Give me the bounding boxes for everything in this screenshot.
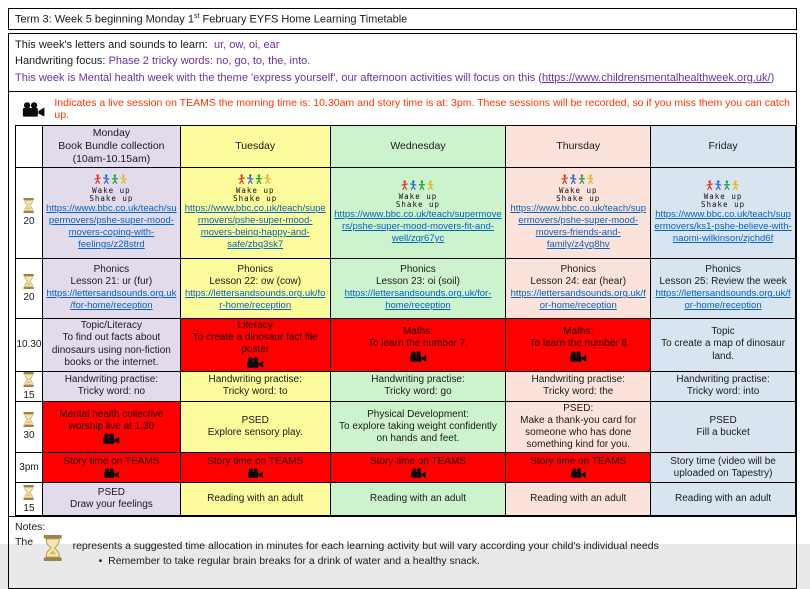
phonics-link-wednesday[interactable]: https://lettersandsounds.org.uk/for-home/reception (344, 288, 492, 312)
story-text-friday: Story time (video will be uploaded on Tapestry) (670, 455, 776, 479)
cell-tuesday-phonics (180, 258, 330, 318)
extra-text-friday: Reading with an adult (674, 493, 772, 505)
handwriting-heading: Handwriting practise: (64, 373, 159, 385)
morning-text-friday: To create a map of dinosaur land. (661, 338, 786, 362)
phonics-link-monday[interactable]: https://lettersandsounds.org.uk/for-home/reception (46, 288, 177, 312)
notes-body-text: represents a suggested time allocation in minutes for each learning activity but will vary according your child's individual needs (72, 540, 659, 553)
cell-friday-morning (651, 318, 796, 371)
info-mental-health-week (15, 70, 790, 87)
morning-activity-row (16, 318, 796, 371)
logo-line1: Wake up (703, 191, 743, 201)
cell-thursday-extra (506, 483, 651, 516)
cell-monday-wakeup (42, 167, 180, 258)
notes-label: Notes: (15, 521, 46, 534)
phonics-lesson-thursday: Lesson 24: ear (hear) (530, 276, 627, 288)
teams-live-note (9, 92, 796, 125)
phonics-heading: Phonics (400, 263, 436, 275)
time-cell-phonics (16, 258, 43, 318)
video-camera-icon (247, 468, 263, 479)
wakeup-link-tuesday[interactable]: https://www.bbc.co.uk/teach/supermovers/pshe-super-mood-movers-being-happy-and-safe/zbq3sk7 (184, 203, 326, 251)
afternoon-text-monday: Mental health collective worship live at 1.30 (59, 408, 164, 432)
story-text-thursday: Story time on TEAMS (530, 455, 627, 467)
hourglass-icon (16, 372, 42, 390)
title-superscript: st (193, 13, 200, 20)
letters-sounds-label: This week's letters and sounds to learn: (15, 38, 208, 51)
cell-monday-phonics (42, 258, 180, 318)
afternoon-title-friday: PSED (709, 414, 737, 426)
timetable (15, 125, 796, 516)
logo-line2: Shake up (233, 194, 278, 204)
extra-activity-row (16, 483, 796, 516)
cell-tuesday-afternoon (180, 401, 330, 453)
cell-monday-handwriting (42, 371, 180, 401)
extra-title-monday: PSED (97, 487, 126, 499)
cell-wednesday-extra (330, 483, 506, 516)
morning-title-thursday: Maths: (563, 326, 594, 338)
notes-section (9, 516, 796, 588)
story-time-row (16, 453, 796, 483)
logo-line2: Shake up (701, 200, 746, 210)
cell-tuesday-story-live (180, 453, 330, 483)
morning-text-wednesday: To learn the number 7. (367, 338, 468, 350)
cell-wednesday-afternoon (330, 401, 506, 453)
notes-bullet-line (99, 554, 659, 568)
handwriting-word-wednesday: Tricky word: go (384, 386, 452, 398)
title-text: Term 3: Week 5 beginning Monday 1 (15, 13, 194, 26)
time-label-handwriting: 15 (23, 389, 35, 401)
phonics-lesson-tuesday: Lesson 22: ow (cow) (209, 276, 302, 288)
wakeup-shakeup-logo (509, 174, 647, 204)
time-label-morning: 10.30 (16, 339, 42, 351)
video-camera-icon (410, 468, 426, 479)
main-content-box (8, 33, 797, 589)
cell-tuesday-extra (180, 483, 330, 516)
cell-tuesday-wakeup (180, 167, 330, 258)
morning-text-thursday: To learn the number 8 (529, 338, 627, 350)
afternoon-text-thursday: Make a thank-you card for someone who has done something kind for you. (520, 414, 637, 451)
time-label-phonics: 20 (23, 291, 35, 303)
mental-health-text-suffix: ) (770, 71, 775, 84)
cell-thursday-handwriting (506, 371, 651, 401)
time-label-wakeup: 20 (23, 216, 35, 228)
afternoon-text-friday: Fill a bucket (696, 426, 750, 438)
morning-title-monday: Topic/Literacy (80, 320, 142, 332)
cell-wednesday-morning-live (330, 318, 506, 371)
handwriting-focus-value: Phase 2 tricky words: no, go, to, the, into. (108, 55, 311, 68)
wakeup-shakeup-logo (46, 174, 177, 204)
cell-wednesday-handwriting (330, 371, 506, 401)
handwriting-word-tuesday: Tricky word: to (222, 386, 288, 398)
time-cell-wakeup (16, 167, 43, 258)
cell-friday-wakeup (651, 167, 796, 258)
afternoon-text-wednesday: To explore taking weight confidently on hands and feet. (339, 420, 497, 445)
notes-hourglass-row (15, 535, 790, 567)
phonics-lesson-wednesday: Lesson 23: oi (soil) (376, 276, 460, 288)
morning-title-tuesday: Literacy (237, 320, 273, 332)
cell-friday-story (651, 453, 796, 483)
mental-health-week-link[interactable]: https://www.childrensmentalhealthweek.org.uk/ (541, 71, 771, 84)
mental-health-text: This week is Mental health week with the theme 'express yourself', our afternoon activities will focus on this ( (15, 71, 542, 84)
video-camera-icon (569, 351, 587, 362)
hourglass-icon (16, 198, 42, 216)
bullet-mark: • (98, 554, 103, 567)
logo-line2: Shake up (395, 200, 441, 210)
day-header-friday (651, 126, 796, 167)
phonics-heading: Phonics (93, 263, 130, 275)
extra-text-wednesday: Reading with an adult (369, 493, 467, 505)
wakeup-link-wednesday[interactable]: https://www.bbc.co.uk/teach/supermovers/pshe-super-mood-movers-fit-and-well/zqr67yc (334, 209, 502, 245)
cell-friday-phonics (651, 258, 796, 318)
day-header-wednesday (330, 126, 506, 167)
video-camera-icon (246, 357, 264, 368)
logo-line1: Wake up (398, 191, 438, 201)
wakeup-link-thursday[interactable]: https://www.bbc.co.uk/teach/supermovers/pshe-super-mood-movers-friends-and-family/z4yq8hv (510, 203, 647, 251)
afternoon-activity-row (16, 401, 796, 453)
phonics-heading: Phonics (705, 263, 741, 275)
video-camera-icon (570, 468, 586, 479)
info-handwriting-focus (15, 53, 790, 70)
morning-text-tuesday: To create a dinosaur fact file poster (192, 332, 318, 356)
time-label-afternoon: 30 (23, 430, 35, 442)
logo-line1: Wake up (92, 185, 131, 195)
extra-text-thursday: Reading with an adult (530, 493, 627, 505)
logo-line2: Shake up (89, 194, 134, 204)
afternoon-title-thursday: PSED: (563, 402, 594, 414)
wakeup-shakeup-logo (654, 180, 792, 210)
day-header-tuesday (180, 126, 330, 167)
notes-the: The (15, 536, 34, 549)
day-subtitle-monday: Book Bundle collection (10am-10.15am) (58, 139, 165, 165)
weekly-info-section (9, 34, 796, 93)
cell-thursday-afternoon (506, 401, 651, 453)
video-camera-icon (103, 468, 119, 479)
teams-live-note-text: Indicates a live session on TEAMS the morning time is: 10.30am and story time is at: 3pm. These sessions will be recorded, so if you miss them you can catch up. (54, 97, 790, 122)
time-cell-afternoon (16, 401, 43, 453)
cell-wednesday-wakeup (330, 167, 506, 258)
logo-line2: Shake up (556, 194, 601, 204)
document-title (8, 8, 797, 30)
phonics-row (16, 258, 796, 318)
extra-text-monday: Draw your feelings (69, 499, 153, 511)
wakeup-link-monday[interactable]: https://www.bbc.co.uk/teach/supermovers/pshe-super-mood-movers-coping-with-feelings/z28strd (46, 203, 177, 251)
handwriting-word-monday: Tricky word: no (77, 386, 146, 398)
day-name-wednesday: Wednesday (390, 139, 446, 152)
video-camera-icon (21, 102, 45, 117)
wakeup-row (16, 167, 796, 258)
handwriting-heading: Handwriting practise: (531, 373, 625, 385)
afternoon-title-tuesday: PSED (241, 414, 269, 426)
day-name-monday: Monday (92, 127, 131, 140)
cell-friday-extra (651, 483, 796, 516)
video-camera-icon (409, 351, 427, 362)
time-cell-extra (16, 483, 43, 516)
time-cell-story (16, 453, 43, 483)
time-cell-handwriting (16, 371, 43, 401)
wakeup-shakeup-logo (334, 180, 503, 210)
story-text-wednesday: Story time on TEAMS (369, 455, 466, 467)
phonics-heading: Phonics (560, 263, 597, 275)
cell-wednesday-story-live (330, 453, 506, 483)
morning-text-monday: To find out facts about dinosaurs using non-fiction books or the internet. (51, 332, 171, 368)
story-text-monday: Story time on TEAMS (63, 455, 160, 467)
day-header-row (16, 126, 796, 167)
phonics-link-tuesday[interactable]: https://lettersandsounds.org.uk/for-home/reception (184, 288, 326, 312)
phonics-lesson-monday: Lesson 21: ur (fur) (70, 276, 153, 288)
cell-monday-story-live (42, 453, 180, 483)
morning-title-friday: Topic (711, 326, 735, 338)
time-cell-morning (16, 318, 43, 371)
notes-bullet-text: Remember to take regular brain breaks for a drink of water and a healthy snack. (108, 554, 480, 567)
cell-thursday-morning-live (506, 318, 651, 371)
story-text-tuesday: Story time on TEAMS (207, 455, 304, 467)
logo-line1: Wake up (235, 185, 275, 195)
cell-tuesday-handwriting (180, 371, 330, 401)
handwriting-focus-label: Handwriting focus: (15, 55, 106, 68)
cell-monday-morning (42, 318, 180, 371)
day-header-thursday (506, 126, 651, 167)
cell-wednesday-phonics (330, 258, 506, 318)
extra-text-tuesday: Reading with an adult (207, 493, 304, 505)
wakeup-link-friday[interactable]: https://www.bbc.co.uk/teach/supermovers/ks1-pshe-believe-with-naomi-wilkinson/zjchd6f (654, 209, 792, 245)
info-letters-sounds (15, 37, 790, 54)
cell-tuesday-morning-live (180, 318, 330, 371)
cell-thursday-phonics (506, 258, 651, 318)
day-name-tuesday: Tuesday (235, 139, 276, 152)
handwriting-heading: Handwriting practise: (371, 373, 465, 385)
cell-monday-afternoon-live (42, 401, 180, 453)
phonics-lesson-friday: Lesson 25: Review the week (659, 276, 787, 288)
hourglass-icon (16, 274, 42, 292)
notes-text-column (73, 535, 659, 567)
cell-thursday-story-live (506, 453, 651, 483)
cell-thursday-wakeup (506, 167, 651, 258)
hourglass-icon (16, 412, 42, 430)
hourglass-icon (43, 535, 63, 564)
cell-monday-extra (42, 483, 180, 516)
wakeup-shakeup-logo (184, 174, 327, 204)
morning-title-wednesday: Maths: (402, 326, 433, 338)
handwriting-word-friday: Tricky word: into (686, 386, 760, 398)
hourglass-icon (16, 485, 42, 503)
time-label-story: 3pm (19, 462, 39, 474)
phonics-link-thursday[interactable]: https://lettersandsounds.org.uk/for-home/reception (510, 288, 646, 312)
handwriting-heading: Handwriting practise: (676, 373, 770, 385)
handwriting-row (16, 371, 796, 401)
cell-friday-afternoon (651, 401, 796, 453)
letters-sounds-value: ur, ow, oi, ear (214, 38, 280, 51)
afternoon-text-tuesday: Explore sensory play. (207, 426, 303, 438)
afternoon-title-wednesday: Physical Development: (367, 408, 469, 420)
day-header-monday (42, 126, 180, 167)
video-camera-icon (102, 433, 120, 444)
time-label-extra: 15 (23, 502, 35, 514)
cell-friday-handwriting (651, 371, 796, 401)
handwriting-word-thursday: Tricky word: the (543, 386, 614, 398)
handwriting-heading: Handwriting practise: (208, 373, 302, 385)
phonics-heading: Phonics (237, 263, 273, 275)
title-text-suffix: February EYFS Home Learning Timetable (199, 13, 408, 26)
time-header-cell (16, 126, 43, 167)
day-name-thursday: Thursday (556, 139, 601, 152)
phonics-link-friday[interactable]: https://lettersandsounds.org.uk/for-home/reception (655, 288, 791, 312)
logo-line1: Wake up (558, 185, 598, 195)
day-name-friday: Friday (708, 139, 738, 152)
